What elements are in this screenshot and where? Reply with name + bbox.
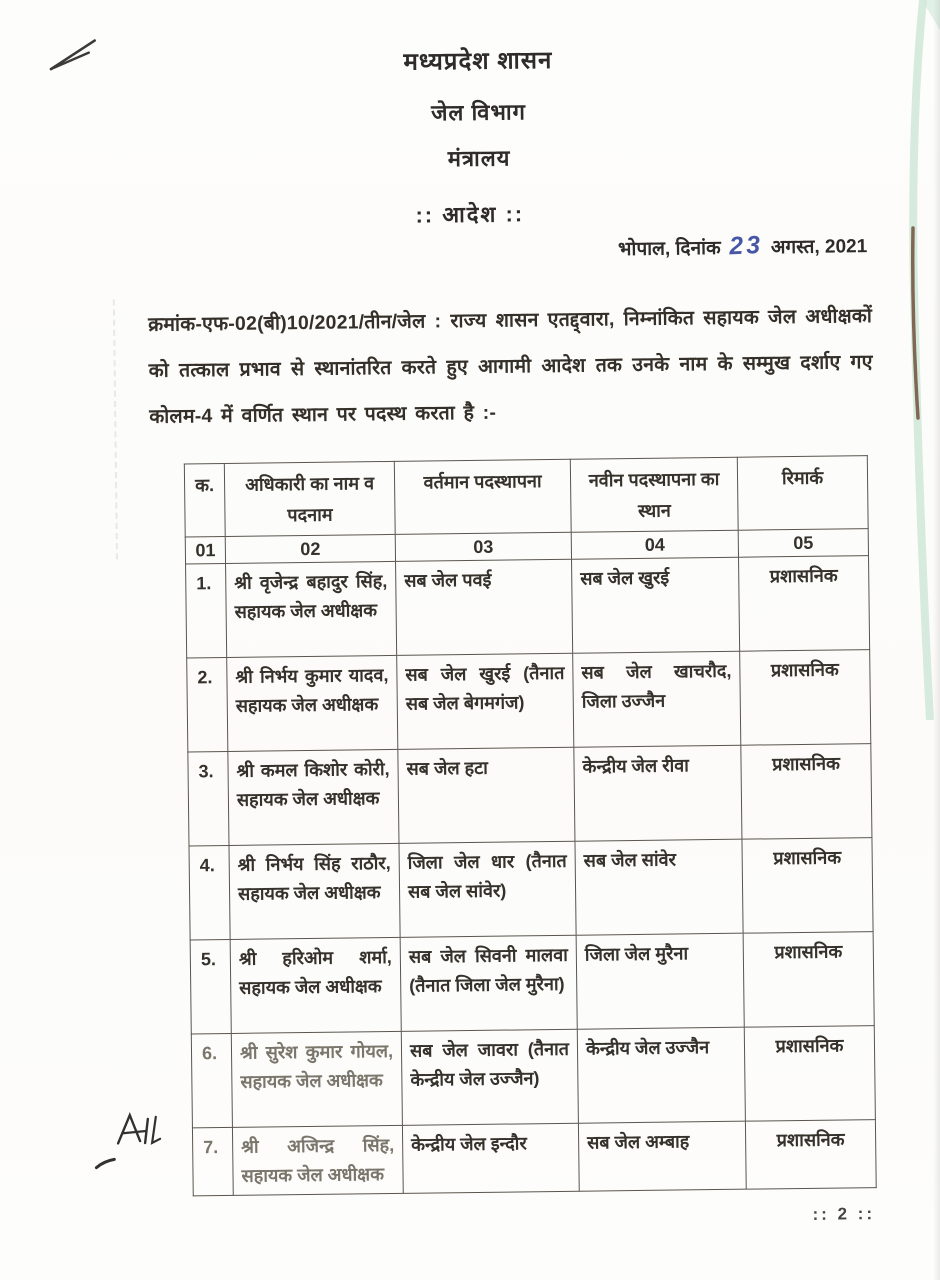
order-title: :: आदेश :: [415, 201, 525, 228]
department-name: जेल विभाग [430, 99, 527, 126]
row-officer-name: श्री निर्भय कुमार यादव, सहायक जेल अधीक्षक [227, 655, 398, 751]
row-new-posting: केन्द्रीय जेल रीवा [574, 745, 742, 841]
row-new-posting: सब जेल अम्बाह [578, 1121, 746, 1191]
row-current-posting: सब जेल सिवनी मालवा (तैनात जिला जेल मुरैना) [400, 935, 577, 1031]
header-current-posting: वर्तमान पदस्थापना [394, 459, 571, 534]
row-current-posting: सब जेल खुरई (तैनात सब जेल बेगमगंज) [397, 653, 574, 749]
row-current-posting: सब जेल जावरा (तैनात केन्द्रीय जेल उज्जैन) [401, 1029, 578, 1125]
page-number: :: 2 :: [812, 1204, 876, 1224]
table-row [192, 1120, 876, 1196]
ministry-label: मंत्रालय [447, 145, 511, 172]
col-number: 03 [395, 532, 571, 561]
col-number: 04 [571, 530, 738, 559]
row-officer-name: श्री वृजेन्द्र बहादुर सिंह, सहायक जेल अधीक्षक [226, 561, 397, 657]
place-date-prefix: भोपाल, दिनांक [617, 237, 721, 261]
row-current-posting: जिला जेल धार (तैनात सब जेल सांवेर) [399, 841, 576, 937]
header-officer-name: अधिकारी का नाम व पदनाम [224, 461, 395, 536]
place-date-line [0, 229, 935, 269]
row-officer-name: श्री हरिओम शर्मा, सहायक जेल अधीक्षक [230, 937, 401, 1033]
row-officer-name: श्री अजिन्द्र सिंह, सहायक जेल अधीक्षक [232, 1125, 403, 1195]
row-current-posting: सब जेल हटा [398, 747, 575, 843]
order-paragraph: क्रमांक-एफ-02(बी)10/2021/तीन/जेल : राज्य शासन एतद्द्वारा, निम्नांकित सहायक जेल अधीक्षकों को तत्काल प्रभाव से स्थानांतरित करते हुए आगामी आदेश तक उनके नाम के सम्मुख दर्शाए गए कोलम-4 में वर्णित स्थान पर पदस्थ करता है :- [147, 305, 873, 428]
pen-check-mark [45, 30, 104, 75]
row-new-posting: केन्द्रीय जेल उज्जैन [577, 1027, 745, 1123]
row-sno: 3. [188, 751, 229, 845]
row-current-posting: केन्द्रीय जेल इन्दौर [402, 1123, 579, 1193]
transfer-table [184, 455, 877, 1196]
col-number: 05 [738, 529, 868, 558]
row-officer-name: श्री सुरेश कुमार गोयल, सहायक जेल अधीक्षक [231, 1031, 402, 1127]
col-number: 02 [225, 534, 395, 563]
col-number: 01 [185, 536, 225, 563]
row-new-posting: सब जेल खुरई [572, 557, 740, 653]
header-new-posting: नवीन पदस्थापना का स्थान [570, 457, 738, 532]
row-sno: 5. [190, 939, 231, 1033]
row-remark: प्रशासनिक [743, 932, 874, 1028]
row-sno: 4. [189, 845, 230, 939]
row-new-posting: जिला जेल मुरैना [576, 933, 744, 1029]
row-remark: प्रशासनिक [740, 650, 871, 746]
row-remark: प्रशासनिक [745, 1120, 876, 1190]
row-remark: प्रशासनिक [744, 1026, 875, 1122]
row-current-posting: सब जेल पवई [396, 559, 573, 655]
row-remark: प्रशासनिक [739, 556, 870, 652]
row-new-posting: सब जेल सांवेर [575, 839, 743, 935]
table-row [188, 744, 872, 846]
scan-left-dotted-artifact [113, 299, 118, 559]
table-row [187, 650, 871, 752]
row-officer-name: श्री कमल किशोर कोरी, सहायक जेल अधीक्षक [228, 749, 399, 845]
row-sno: 2. [187, 657, 228, 751]
row-remark: प्रशासनिक [741, 744, 872, 840]
table-row [186, 556, 870, 658]
table-header-row [184, 456, 868, 537]
row-remark: प्रशासनिक [742, 838, 873, 934]
letterhead [0, 38, 934, 178]
row-officer-name: श्री निर्भय सिंह राठौर, सहायक जेल अधीक्षक [229, 843, 400, 939]
row-sno: 6. [191, 1033, 232, 1127]
header-sno: क. [184, 463, 225, 536]
row-sno: 7. [192, 1127, 233, 1195]
table-row [189, 838, 873, 940]
header-remark: रिमार्क [737, 456, 868, 531]
handwritten-date-number: 23 [728, 230, 764, 261]
row-sno: 1. [186, 563, 227, 657]
government-name: मध्यप्रदेश शासन [403, 46, 553, 76]
pen-initial-mark [90, 1109, 181, 1180]
table-row [190, 932, 874, 1034]
table-row [191, 1026, 875, 1128]
row-new-posting: सब जेल खाचरौद, जिला उज्जैन [573, 651, 741, 747]
place-date-suffix: अगस्त, 2021 [770, 236, 868, 259]
